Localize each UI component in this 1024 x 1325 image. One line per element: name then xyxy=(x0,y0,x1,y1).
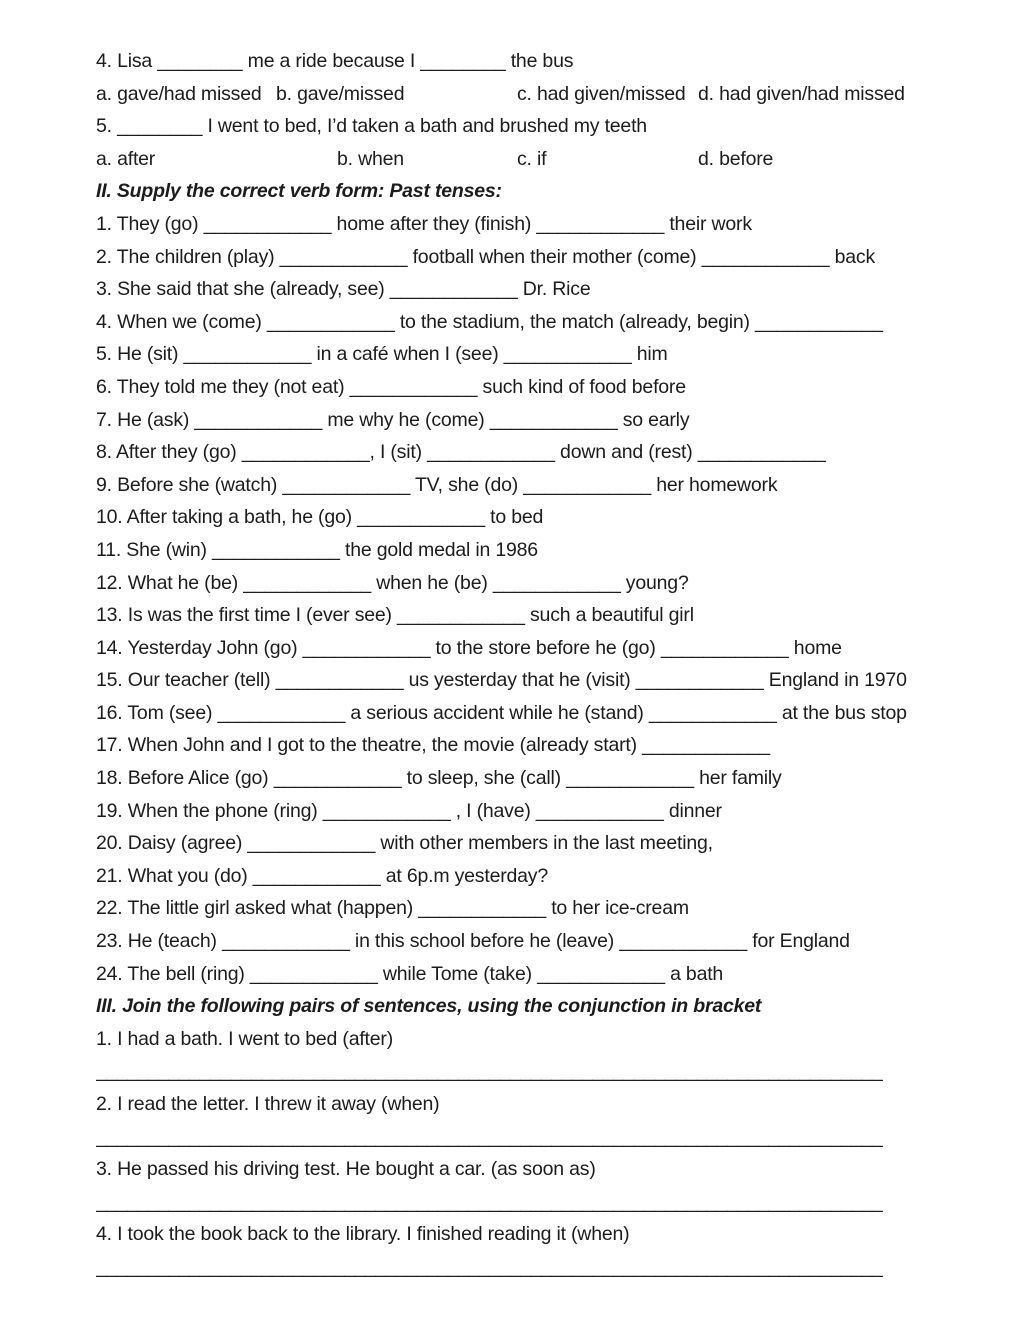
section-2-heading: II. Supply the correct verb form: Past tenses: xyxy=(96,180,502,203)
question-5: 5. ________ I went to bed, I’d taken a bath and brushed my teeth xyxy=(96,115,647,138)
exercise-item: 5. He (sit) ____________ in a café when I (see) ____________ him xyxy=(96,343,668,366)
exercise-item: 2. The children (play) ____________ football when their mother (come) ____________ back xyxy=(96,245,876,268)
exercise-item: 19. When the phone (ring) ____________ , I (have) ____________ dinner xyxy=(96,799,722,822)
section-2-list xyxy=(96,208,966,990)
exercise-item: 4. When we (come) ____________ to the stadium, the match (already, begin) ____________ xyxy=(96,310,883,333)
exercise-item: 23. He (teach) ____________ in this school before he (leave) ____________ for England xyxy=(96,930,850,953)
exercise-item: 3. She said that she (already, see) ____________ Dr. Rice xyxy=(96,278,591,301)
exercise-item: 24. The bell (ring) ____________ while Tome (take) ____________ a bath xyxy=(96,962,724,985)
exercise-item: 12. What he (be) ____________ when he (be) ____________ young? xyxy=(96,571,689,594)
exercise-item: 16. Tom (see) ____________ a serious accident while he (stand) ____________ at the bus stop xyxy=(96,701,907,724)
option-b: b. when xyxy=(337,147,404,170)
exercise-item: 3. He passed his driving test. He bought a car. (as soon as) xyxy=(96,1158,596,1181)
option-c: c. if xyxy=(517,147,547,170)
exercise-item: 21. What you (do) ____________ at 6p.m yesterday? xyxy=(96,864,549,887)
option-b: b. gave/missed xyxy=(276,82,405,105)
answer-line: ____________________________________________________________________________ xyxy=(96,1255,883,1278)
exercise-item: 18. Before Alice (go) ____________ to sleep, she (call) ____________ her family xyxy=(96,767,782,790)
option-d: d. had given/had missed xyxy=(698,82,905,105)
option-a: a. after xyxy=(96,147,156,170)
question-5-options xyxy=(96,143,966,176)
exercise-item: 2. I read the letter. I threw it away (when) xyxy=(96,1093,440,1115)
exercise-item: 10. After taking a bath, he (go) ____________ to bed xyxy=(96,506,544,529)
exercise-item: 20. Daisy (agree) ____________ with other members in the last meeting, xyxy=(96,832,713,855)
exercise-item: 15. Our teacher (tell) ____________ us yesterday that he (visit) ____________ England in 1970 xyxy=(96,669,907,692)
exercise-item: 11. She (win) ____________ the gold medal in 1986 xyxy=(96,538,538,561)
answer-line: ____________________________________________________________________________ xyxy=(96,1060,883,1083)
exercise-item: 8. After they (go) ____________, I (sit) ____________ down and (rest) ____________ xyxy=(96,441,826,464)
exercise-item: 17. When John and I got to the theatre, the movie (already start) ____________ xyxy=(96,734,770,757)
answer-line: ____________________________________________________________________________ xyxy=(96,1190,883,1213)
exercise-item: 22. The little girl asked what (happen) ____________ to her ice-cream xyxy=(96,897,689,920)
section-3-list xyxy=(96,1023,966,1284)
option-d: d. before xyxy=(698,147,774,170)
worksheet-page xyxy=(96,45,966,1284)
exercise-item: 14. Yesterday John (go) ____________ to the store before he (go) ____________ home xyxy=(96,636,842,659)
exercise-item: 1. I had a bath. I went to bed (after) xyxy=(96,1027,394,1050)
exercise-item: 13. Is was the first time I (ever see) ____________ such a beautiful girl xyxy=(96,604,694,627)
answer-line: ____________________________________________________________________________ xyxy=(96,1125,883,1148)
option-c: c. had given/missed xyxy=(517,82,686,105)
exercise-item: 9. Before she (watch) ____________ TV, she (do) ____________ her homework xyxy=(96,473,778,496)
exercise-item: 7. He (ask) ____________ me why he (come) ____________ so early xyxy=(96,408,690,431)
exercise-item: 1. They (go) ____________ home after they (finish) ____________ their work xyxy=(96,212,752,235)
question-4-options xyxy=(96,78,966,111)
question-4: 4. Lisa ________ me a ride because I ________ the bus xyxy=(96,50,574,72)
option-a: a. gave/had missed xyxy=(96,82,262,105)
exercise-item: 4. I took the book back to the library. I finished reading it (when) xyxy=(96,1223,630,1246)
exercise-item: 6. They told me they (not eat) ____________ such kind of food before xyxy=(96,375,686,398)
section-3-heading: III. Join the following pairs of sentences, using the conjunction in bracket xyxy=(96,995,762,1018)
